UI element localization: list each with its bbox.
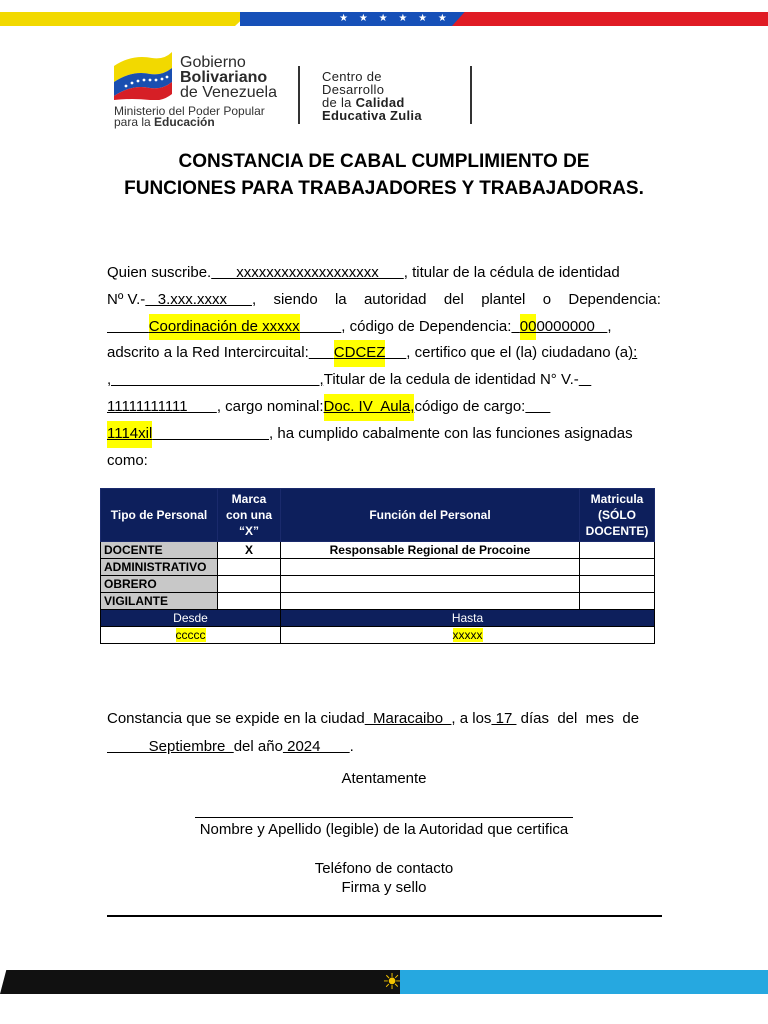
hasta-value-cell[interactable]: xxxxx — [281, 627, 655, 644]
row-function-cell[interactable] — [281, 576, 580, 593]
logo-center-text: Centro de Desarrollo de la Calidad Educativa Zulia — [322, 69, 422, 123]
date-value-row — [101, 627, 655, 644]
row-registration-cell[interactable] — [580, 542, 655, 559]
sun-icon: ☀ — [382, 969, 402, 994]
row-mark-cell[interactable]: X — [218, 542, 281, 559]
header-mark: Marca con una “X” — [218, 489, 281, 542]
header-function: Función del Personal — [281, 489, 580, 542]
nominal-position-field[interactable]: Doc. IV Aula, — [324, 394, 415, 421]
contact-block — [107, 859, 661, 897]
network-field[interactable]: CDCEZ — [334, 340, 386, 367]
logo-divider — [298, 66, 300, 124]
position-code-field[interactable]: 1114xil — [107, 421, 152, 448]
citizen-name-field[interactable]: , , — [107, 371, 324, 389]
row-mark-cell[interactable] — [218, 593, 281, 610]
closing-line-1: Constancia que se expide en la ciudad Maracaibo , a los 17 días del mes de — [107, 705, 661, 733]
date-header-row — [101, 610, 655, 627]
header-registration: Matricula (SÓLO DOCENTE) — [580, 489, 655, 542]
footer-band-black — [0, 970, 420, 994]
body-line-8: como: — [107, 451, 148, 469]
table-row — [101, 559, 655, 576]
body-line-2: Nº V.- 3.xxx.xxxx , siendo la autoridad del plantel o Dependencia: — [107, 290, 661, 308]
desde-label: Desde — [101, 610, 281, 627]
closing-line-2: Septiembre del año 2024 . — [107, 733, 661, 761]
row-mark-cell[interactable] — [218, 559, 281, 576]
document-title: CONSTANCIA DE CABAL CUMPLIMIENTO DE FUNCIONES PARA TRABAJADORES Y TRABAJADORAS. — [124, 151, 644, 199]
table-header-row — [101, 489, 655, 542]
row-function-cell[interactable] — [281, 559, 580, 576]
row-mark-cell[interactable] — [218, 576, 281, 593]
table-row — [101, 542, 655, 559]
table-row — [101, 576, 655, 593]
year-field[interactable]: 2024 — [282, 738, 350, 755]
day-field[interactable]: 17 — [491, 710, 517, 727]
footer-rule — [107, 915, 662, 917]
logo-government-text: Gobierno Bolivariano de Venezuela — [180, 54, 277, 101]
logo-ministry-text: Ministerio del Poder Popular para la Educación — [114, 104, 265, 129]
citizen-id-field[interactable]: 11111111111 — [107, 397, 217, 415]
body-line-6: 11111111111 , cargo nominal: Doc. IV Aula, código de cargo: — [107, 394, 661, 421]
row-registration-cell[interactable] — [580, 576, 655, 593]
row-function-cell[interactable] — [281, 593, 580, 610]
certificate-body — [107, 260, 661, 474]
hasta-label: Hasta — [281, 610, 655, 627]
logo-divider-right — [470, 66, 472, 124]
row-type: VIGILANTE — [101, 593, 218, 610]
row-type: OBRERO — [101, 576, 218, 593]
authority-name-field[interactable]: xxxxxxxxxxxxxxxxxxx — [211, 264, 404, 281]
body-line-1: Quien suscribe. xxxxxxxxxxxxxxxxxxx , titular de la cédula de identidad — [107, 260, 661, 287]
table-row — [101, 593, 655, 610]
signature-name-label: Nombre y Apellido (legible) de la Autoridad que certifica — [199, 821, 569, 838]
row-registration-cell[interactable] — [580, 593, 655, 610]
dependency-code-field[interactable]: 00 — [520, 314, 537, 341]
body-line-3: Coordinación de xxxxx , código de Dependencia: 00 0000000 , — [107, 314, 661, 341]
desde-value-cell[interactable]: ccccc — [101, 627, 281, 644]
row-type: ADMINISTRATIVO — [101, 559, 218, 576]
atentamente-text: Atentamente — [341, 770, 427, 787]
sign-seal-label: Firma y sello — [341, 879, 427, 896]
venezuela-flag-logo-icon — [112, 48, 174, 100]
header-band-red — [452, 12, 768, 26]
dependency-name-field[interactable]: Coordinación de xxxxx — [149, 314, 300, 341]
body-line-5: , , Titular de la cedula de identidad N° V.- — [107, 367, 661, 394]
footer-band-cyan — [400, 970, 768, 994]
authority-id-field[interactable]: 3.xxx.xxxx — [145, 290, 252, 308]
personnel-table — [100, 488, 655, 644]
header-stars: ★ ★ ★ ★ ★ ★ ★ ★ — [339, 13, 451, 38]
month-field[interactable]: Septiembre — [107, 738, 234, 755]
signature-line — [195, 817, 573, 818]
header-band-yellow — [0, 12, 250, 26]
row-type: DOCENTE — [101, 542, 218, 559]
row-registration-cell[interactable] — [580, 559, 655, 576]
closing-paragraph — [107, 705, 661, 761]
header-personnel-type: Tipo de Personal — [101, 489, 218, 542]
city-field[interactable]: Maracaibo — [364, 710, 452, 727]
row-function-cell[interactable]: Responsable Regional de Procoine — [281, 542, 580, 559]
body-line-7: 1114xil , ha cumplido cabalmente con las funciones asignadas — [107, 421, 661, 448]
phone-label: Teléfono de contacto — [314, 860, 454, 877]
body-line-4: adscrito a la Red Intercircuital: CDCEZ , certifico que el (la) ciudadano (a ): — [107, 340, 661, 367]
